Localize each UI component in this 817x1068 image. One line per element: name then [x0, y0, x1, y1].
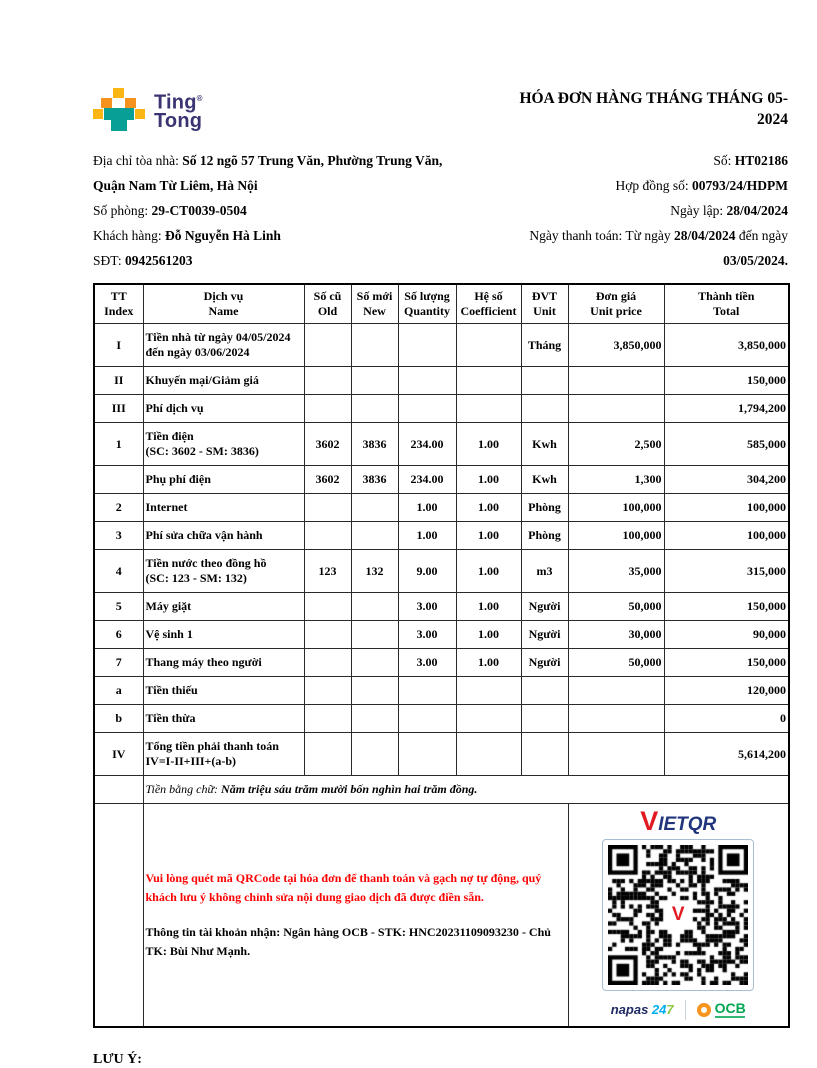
- column-header-unit: ĐVT Unit: [521, 284, 568, 324]
- table-cell: 100,000: [664, 494, 789, 522]
- table-cell: 100,000: [664, 522, 789, 550]
- table-cell: 35,000: [568, 550, 664, 593]
- logo-word-tong: Tong: [154, 110, 203, 133]
- invoice-meta: [468, 148, 788, 273]
- column-header-coefficient: Hệ số Coefficient: [456, 284, 521, 324]
- table-cell: [304, 324, 351, 367]
- table-cell: [521, 677, 568, 705]
- table-cell: 3.00: [398, 593, 456, 621]
- column-header-total: Thành tiền Total: [664, 284, 789, 324]
- table-cell: [351, 677, 398, 705]
- table-cell: [351, 593, 398, 621]
- table-cell: 6: [94, 621, 143, 649]
- table-cell: [456, 677, 521, 705]
- service-name-cell: Máy giặt: [143, 593, 304, 621]
- table-cell: [94, 776, 143, 804]
- table-cell: 3,850,000: [568, 324, 664, 367]
- table-cell: 100,000: [568, 522, 664, 550]
- table-cell: 1.00: [456, 522, 521, 550]
- table-cell: Người: [521, 621, 568, 649]
- tingtong-logo: [93, 88, 203, 132]
- table-cell: 1.00: [456, 621, 521, 649]
- table-cell: [568, 367, 664, 395]
- table-cell: 100,000: [568, 494, 664, 522]
- building-address-line1: Địa chỉ tòa nhà: Số 12 ngõ 57 Trung Văn, Phường Trung Văn,: [93, 153, 443, 168]
- table-cell: 304,200: [664, 466, 789, 494]
- service-name-cell: Tiền điện (SC: 3602 - SM: 3836): [143, 423, 304, 466]
- table-row: [94, 677, 789, 705]
- table-cell: [456, 367, 521, 395]
- table-cell: [568, 733, 664, 776]
- table-cell: 3602: [304, 466, 351, 494]
- service-name-cell: Tiền thiếu: [143, 677, 304, 705]
- table-cell: [351, 733, 398, 776]
- table-cell: Người: [521, 593, 568, 621]
- account-holder: Bùi Như Mạnh: [169, 944, 248, 958]
- payment-period-line: Ngày thanh toán: Từ ngày 28/04/2024 đến ngày 03/05/2024.: [529, 228, 788, 268]
- table-cell: 4: [94, 550, 143, 593]
- table-row: [94, 550, 789, 593]
- table-cell: [568, 677, 664, 705]
- issue-date-line: Ngày lập: 28/04/2024: [670, 203, 788, 218]
- table-cell: 150,000: [664, 593, 789, 621]
- table-row: [94, 494, 789, 522]
- table-cell: Phòng: [521, 494, 568, 522]
- table-cell: [521, 395, 568, 423]
- table-cell: [568, 395, 664, 423]
- table-cell: [304, 733, 351, 776]
- table-cell: [398, 705, 456, 733]
- table-cell: 1.00: [456, 423, 521, 466]
- customer-info: [93, 148, 442, 273]
- table-cell: 1: [94, 423, 143, 466]
- amount-in-words-cell: [143, 776, 789, 804]
- table-cell: 2,500: [568, 423, 664, 466]
- table-row: [94, 733, 789, 776]
- logo-divider: [685, 1000, 686, 1020]
- table-cell: [398, 733, 456, 776]
- table-cell: 315,000: [664, 550, 789, 593]
- amount-in-words-value: Năm triệu sáu trăm mười bốn nghìn hai trăm đồng.: [221, 782, 478, 796]
- table-row: [94, 649, 789, 677]
- qr-payment-note: Vui lòng quét mã QRCode tại hóa đơn để thanh toán và gạch nợ tự động, quý khách lưu ý không chỉnh sửa nội dung giao dịch đã được điền sẵn.: [145, 871, 542, 904]
- vietqr-logo: VIETQR: [640, 806, 717, 836]
- table-cell: 0: [664, 705, 789, 733]
- table-cell: 123: [304, 550, 351, 593]
- table-row: [94, 705, 789, 733]
- table-cell: 9.00: [398, 550, 456, 593]
- table-cell: [351, 324, 398, 367]
- table-cell: 2: [94, 494, 143, 522]
- table-cell: Phòng: [521, 522, 568, 550]
- service-name-cell: Thang máy theo người: [143, 649, 304, 677]
- table-header-row: [94, 284, 789, 324]
- table-cell: [351, 621, 398, 649]
- service-name-cell: Tiền thừa: [143, 705, 304, 733]
- table-cell: I: [94, 324, 143, 367]
- invoice-number-line: Số: HT02186: [713, 153, 788, 168]
- table-cell: [304, 395, 351, 423]
- napas-247-logo: napas 247: [610, 1002, 674, 1017]
- payment-network-logos: [571, 1000, 787, 1020]
- table-cell: II: [94, 367, 143, 395]
- table-cell: [351, 705, 398, 733]
- table-row: [94, 324, 789, 367]
- table-cell: 90,000: [664, 621, 789, 649]
- logo-word-ting: Ting: [154, 91, 197, 114]
- table-cell: 585,000: [664, 423, 789, 466]
- table-cell: 1.00: [456, 649, 521, 677]
- table-cell: 234.00: [398, 466, 456, 494]
- ocb-circle-icon: [697, 1003, 711, 1017]
- column-header-index: TT Index: [94, 284, 143, 324]
- table-cell: [398, 677, 456, 705]
- contract-number-line: Hợp đồng số: 00793/24/HDPM: [615, 178, 788, 193]
- ocb-underline: [715, 1016, 745, 1018]
- table-cell: [304, 494, 351, 522]
- phone-line: SĐT: 0942561203: [93, 253, 193, 268]
- service-name-cell: Khuyến mại/Giảm giá: [143, 367, 304, 395]
- table-cell: 3836: [351, 466, 398, 494]
- tingtong-logo-text: [154, 89, 203, 132]
- table-cell: [304, 705, 351, 733]
- amount-in-words-row: [94, 776, 789, 804]
- table-cell: 1,794,200: [664, 395, 789, 423]
- table-cell: 1,300: [568, 466, 664, 494]
- table-cell: [456, 324, 521, 367]
- service-name-cell: Vệ sinh 1: [143, 621, 304, 649]
- payment-instructions-cell: [143, 804, 568, 1028]
- invoice-table: [93, 283, 790, 1028]
- column-header-quantity: Số lượng Quantity: [398, 284, 456, 324]
- table-cell: [351, 367, 398, 395]
- invoice-title: HÓA ĐƠN HÀNG THÁNG THÁNG 05-2024: [519, 90, 788, 128]
- table-row: [94, 593, 789, 621]
- table-cell: 150,000: [664, 649, 789, 677]
- table-cell: 1.00: [456, 466, 521, 494]
- table-cell: [521, 705, 568, 733]
- column-header-unit-price: Đơn giá Unit price: [568, 284, 664, 324]
- table-cell: [351, 395, 398, 423]
- table-cell: 1.00: [456, 593, 521, 621]
- table-cell: [398, 324, 456, 367]
- table-cell: 50,000: [568, 593, 664, 621]
- column-header-new: Số mới New: [351, 284, 398, 324]
- table-cell: 1.00: [398, 522, 456, 550]
- qr-code-frame: [602, 839, 754, 991]
- table-cell: a: [94, 677, 143, 705]
- qr-code-cell: [568, 804, 789, 1028]
- table-cell: [304, 677, 351, 705]
- table-cell: 1.00: [456, 550, 521, 593]
- payment-row: [94, 804, 789, 1028]
- service-name-cell: Phí sửa chữa vận hành: [143, 522, 304, 550]
- table-row: [94, 621, 789, 649]
- tingtong-logo-icon: [93, 88, 145, 132]
- footer-note: LƯU Ý:: [93, 1052, 142, 1067]
- table-cell: [521, 733, 568, 776]
- service-name-cell: Tổng tiền phải thanh toán IV=I-II+III+(a-b): [143, 733, 304, 776]
- account-number: HNC20231109093230: [408, 925, 519, 939]
- table-cell: 5,614,200: [664, 733, 789, 776]
- table-cell: 3836: [351, 423, 398, 466]
- bank-account-info: Thông tin tài khoản nhận: Ngân hàng OCB - STK: HNC20231109093230 - Chủ TK: Bùi Như Mạnh.: [145, 925, 551, 958]
- table-cell: 50,000: [568, 649, 664, 677]
- table-cell: 3: [94, 522, 143, 550]
- table-row: [94, 466, 789, 494]
- amount-in-words-label: Tiền bằng chữ:: [145, 782, 222, 796]
- registered-mark-icon: ®: [196, 93, 203, 103]
- service-name-cell: Phụ phí điện: [143, 466, 304, 494]
- table-cell: [521, 367, 568, 395]
- table-cell: [456, 705, 521, 733]
- table-cell: [94, 466, 143, 494]
- table-cell: [456, 733, 521, 776]
- service-name-cell: Phí dịch vụ: [143, 395, 304, 423]
- service-name-cell: Tiền nước theo đồng hồ (SC: 123 - SM: 132): [143, 550, 304, 593]
- table-cell: Kwh: [521, 423, 568, 466]
- table-cell: b: [94, 705, 143, 733]
- service-name-cell: Tiền nhà từ ngày 04/05/2024 đến ngày 03/06/2024: [143, 324, 304, 367]
- table-cell: [456, 395, 521, 423]
- header: [93, 88, 788, 132]
- table-cell: Kwh: [521, 466, 568, 494]
- table-cell: [351, 522, 398, 550]
- table-cell: [304, 593, 351, 621]
- table-cell: 1.00: [398, 494, 456, 522]
- table-cell: 234.00: [398, 423, 456, 466]
- service-name-cell: Internet: [143, 494, 304, 522]
- table-cell: [568, 705, 664, 733]
- table-cell: Người: [521, 649, 568, 677]
- table-cell: 3602: [304, 423, 351, 466]
- table-cell: [304, 522, 351, 550]
- table-cell: 3,850,000: [664, 324, 789, 367]
- table-cell: [351, 649, 398, 677]
- customer-name-line: Khách hàng: Đỗ Nguyễn Hà Linh: [93, 228, 281, 243]
- table-cell: [304, 621, 351, 649]
- table-cell: [398, 395, 456, 423]
- table-cell: [398, 367, 456, 395]
- column-header-name: Dịch vụ Name: [143, 284, 304, 324]
- table-cell: 1.00: [456, 494, 521, 522]
- table-cell: Tháng: [521, 324, 568, 367]
- table-cell: IV: [94, 733, 143, 776]
- table-row: [94, 522, 789, 550]
- table-cell: 120,000: [664, 677, 789, 705]
- building-address-line2: Quận Nam Từ Liêm, Hà Nội: [93, 178, 258, 193]
- table-cell: [304, 649, 351, 677]
- ocb-bank-logo: OCB: [697, 1002, 746, 1018]
- room-number-line: Số phòng: 29-CT0039-0504: [93, 203, 247, 218]
- table-row: [94, 395, 789, 423]
- table-cell: 30,000: [568, 621, 664, 649]
- table-cell: 150,000: [664, 367, 789, 395]
- table-cell: 7: [94, 649, 143, 677]
- table-row: [94, 367, 789, 395]
- table-cell: 3.00: [398, 621, 456, 649]
- table-cell: [94, 804, 143, 1028]
- table-cell: [351, 494, 398, 522]
- table-cell: m3: [521, 550, 568, 593]
- table-cell: 3.00: [398, 649, 456, 677]
- column-header-old: Số cũ Old: [304, 284, 351, 324]
- table-cell: III: [94, 395, 143, 423]
- table-cell: 132: [351, 550, 398, 593]
- info-section: [93, 148, 788, 273]
- table-row: [94, 423, 789, 466]
- qr-center-vietqr-icon: V: [671, 904, 685, 926]
- table-cell: [304, 367, 351, 395]
- table-cell: 5: [94, 593, 143, 621]
